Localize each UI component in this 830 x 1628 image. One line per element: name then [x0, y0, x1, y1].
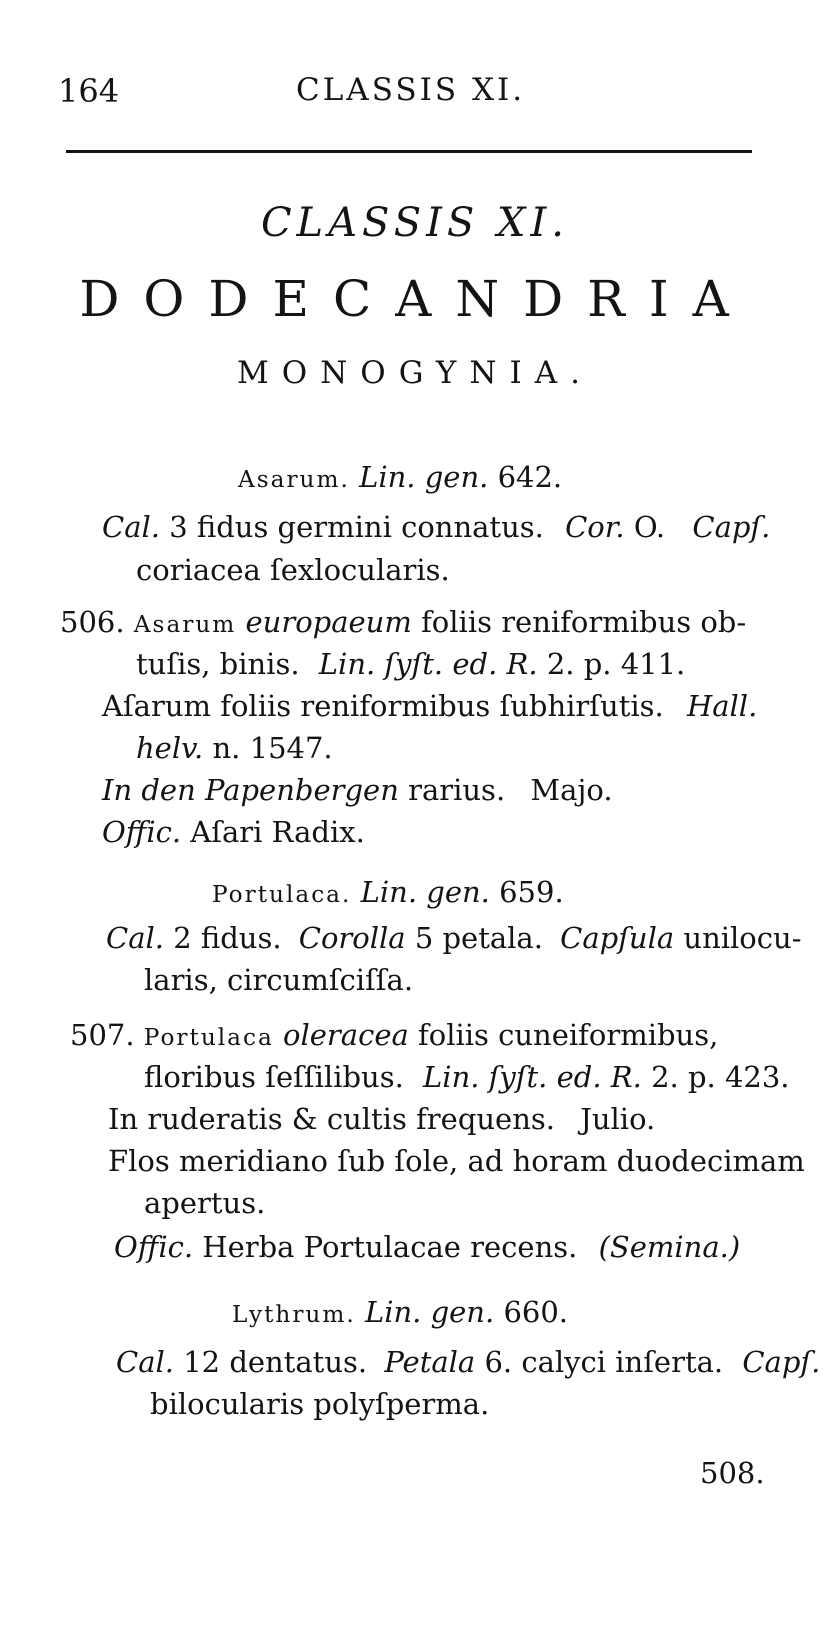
petals-text: 6. calyci inſerta. [484, 1345, 724, 1379]
entry-diagnosis: foliis reniformibus ob- [421, 605, 747, 639]
flowering-month: Majo. [530, 773, 613, 807]
entry-species: oleracea [283, 1018, 409, 1052]
entry-text: floribus ſeſſilibus. [144, 1060, 404, 1094]
entry-text: tuſis, binis. [136, 647, 300, 681]
entry-genus: Portulaca [143, 1024, 274, 1051]
genus-name: Lythrum. [232, 1301, 356, 1328]
entry-507-line-2 [144, 1057, 790, 1097]
genus-character-line-2: coriacea ſexlocularis. [136, 553, 450, 587]
entry-506-line-2 [136, 644, 685, 684]
corolla-text: 5 petala. [414, 921, 543, 955]
genus-heading-asarum [238, 457, 562, 500]
capsule-abbr: Capſula [560, 921, 675, 955]
entry-506-line-1 [60, 602, 746, 645]
entry-species: europaeum [245, 605, 412, 639]
entry-507-line-6 [114, 1227, 740, 1267]
genus-character-line-2: laris, circumſciſſa. [144, 963, 414, 997]
order-heading: DODECANDRIA [79, 270, 753, 328]
habitat-text: In ruderatis & cultis frequens. [108, 1102, 555, 1136]
catchword: 508. [700, 1456, 765, 1490]
calyx-text: 2 fidus. [173, 921, 282, 955]
corolla-abbr: Cor. [565, 510, 625, 544]
genus-heading-lythrum [232, 1292, 568, 1335]
haller-number: n. 1547. [212, 731, 333, 765]
entry-507-line-3 [108, 1099, 655, 1139]
capsule-abbr: Capſ. [742, 1345, 821, 1379]
officinal-label: Offic. [114, 1230, 194, 1264]
genus-character-line-2: bilocularis polyſperma. [150, 1387, 490, 1421]
petals-abbr: Petala [384, 1345, 476, 1379]
genus-ref-number: 642. [497, 460, 563, 494]
genus-ref-number: 659. [499, 875, 564, 909]
haller-ref: Hall. [686, 689, 758, 723]
calyx-text: 12 dentatus. [183, 1345, 368, 1379]
synonym-text: Aſarum foliis reniformibus ſubhirſutis. [102, 689, 664, 723]
capsule-abbr: Capſ. [692, 510, 771, 544]
running-title: CLASSIS XI. [296, 72, 526, 108]
entry-number: 507. [70, 1018, 135, 1052]
genus-ref: Lin. gen. [364, 1295, 495, 1329]
frequency: rarius. [408, 773, 506, 807]
classis-heading: CLASSIS XI. [260, 200, 570, 246]
genus-ref: Lin. gen. [359, 460, 489, 494]
entry-506-line-4 [136, 728, 333, 768]
entry-diagnosis: foliis cuneiformibus, [418, 1018, 719, 1052]
capsule-text: unilocu- [683, 921, 802, 955]
linnaeus-ref: Lin. ſyſt. ed. R. [423, 1060, 642, 1094]
flowering-month: Julio. [580, 1102, 656, 1136]
genus-ref-number: 660. [503, 1295, 569, 1329]
suborder-heading: MONOGYNIA. [237, 355, 593, 391]
officinal-label: Offic. [102, 815, 182, 849]
header-rule [66, 150, 752, 153]
haller-ref-work: helv. [136, 731, 204, 765]
calyx-abbr: Cal. [116, 1345, 174, 1379]
calyx-text: 3 fidus germini connatus. [169, 510, 544, 544]
entry-507-line-1 [70, 1015, 718, 1058]
officinal-text: Aſari Radix. [190, 815, 365, 849]
officinal-seeds: (Semina.) [598, 1230, 741, 1264]
genus-name: Portulaca. [212, 881, 352, 908]
genus-name: Asarum. [238, 466, 350, 493]
genus-ref: Lin. gen. [360, 875, 490, 909]
linnaeus-ref: Lin. ſyſt. ed. R. [318, 647, 538, 681]
locality: In den Papenbergen [102, 773, 399, 807]
linnaeus-page: 2. p. 411. [546, 647, 686, 681]
entry-507-line-5: apertus. [144, 1186, 266, 1220]
genus-heading-portulaca [212, 872, 564, 915]
entry-506-line-6 [102, 812, 365, 852]
genus-character-line-1 [106, 918, 802, 958]
entry-number: 506. [60, 605, 125, 639]
corolla-abbr: Corolla [298, 921, 406, 955]
calyx-abbr: Cal. [102, 510, 160, 544]
linnaeus-page: 2. p. 423. [651, 1060, 790, 1094]
genus-character-line-1 [102, 507, 770, 547]
entry-507-line-4: Flos meridiano ſub ſole, ad horam duodecimam [108, 1144, 805, 1178]
entry-genus: Asarum [133, 611, 237, 638]
entry-506-line-3 [102, 686, 757, 726]
corolla-text: O. [633, 510, 666, 544]
page-number: 164 [58, 72, 120, 110]
officinal-text: Herba Portulacae recens. [202, 1230, 578, 1264]
genus-character-line-1 [116, 1342, 820, 1382]
entry-506-line-5 [102, 770, 613, 810]
calyx-abbr: Cal. [106, 921, 164, 955]
